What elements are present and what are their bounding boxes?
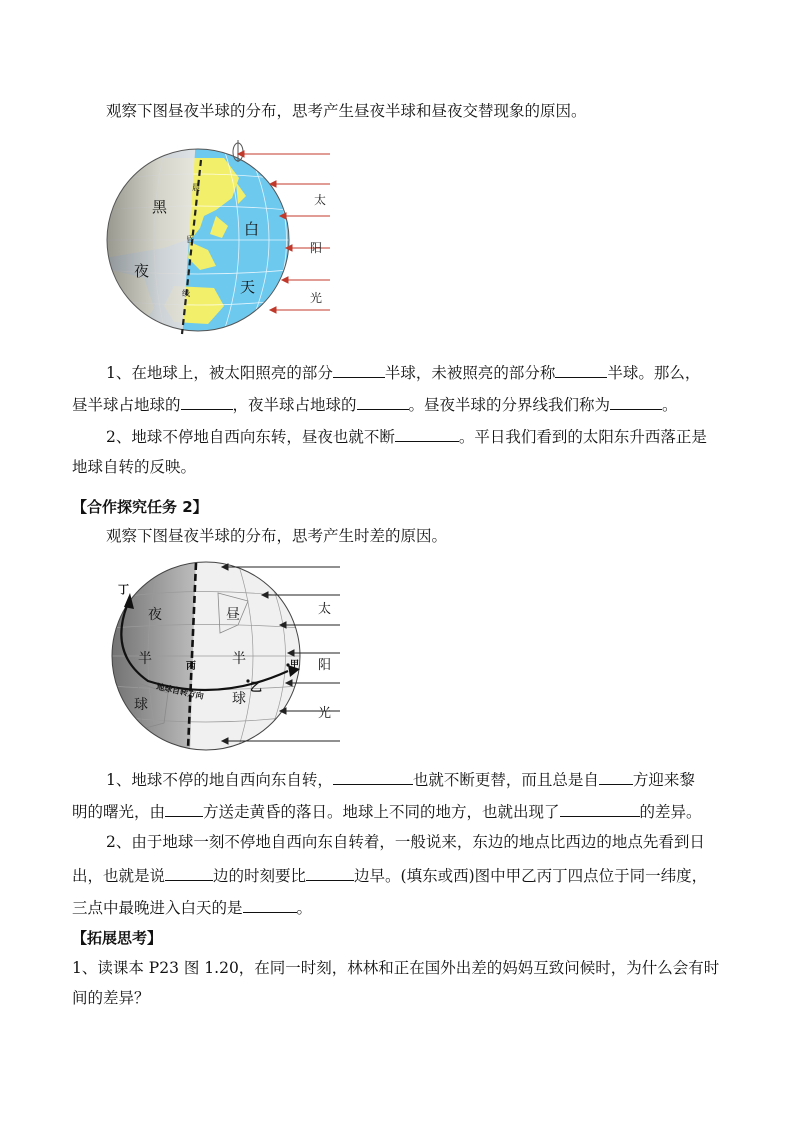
sun-label-1: 太 (318, 602, 332, 617)
day-label-2: 半 (232, 651, 246, 667)
task2-q2-line3: 三点中最晚进入白天的是 。 (72, 896, 312, 918)
day-label-1: 昼 (226, 607, 240, 623)
point-ding: 丁 (118, 583, 129, 596)
night-label-3: 球 (134, 697, 148, 713)
blank-terminator-name[interactable] (610, 393, 662, 410)
task1-q1-line1: 1、在地球上，被太阳照亮的部分 半球，未被照亮的部分称 半球。那么， (106, 361, 700, 383)
task1-q2-line1: 2、地球不停地自西向东转，昼夜也就不断 。平日我们看到的太阳东升西落正是 (106, 425, 707, 447)
extension-q1-line2: 间的差异？ (72, 989, 150, 1007)
globe-figure-day-night (104, 138, 336, 340)
task2-q1-line1: 1、地球不停的地自西向东自转， 也就不断更替，而且总是自 方迎来黎 (106, 768, 695, 790)
day-label-2: 天 (240, 278, 256, 296)
blank-dusk-direction[interactable] (165, 800, 203, 817)
terminator-char-1: 晨 (192, 183, 200, 192)
task2-intro: 观察下图昼夜半球的分布，思考产生时差的原因。 (106, 527, 448, 545)
sun-label-3: 光 (310, 291, 323, 305)
sun-label-3: 光 (318, 706, 332, 721)
task1-q1-line2: 昼半球占地球的 ，夜半球占地球的 。昼夜半球的分界线我们称为 。 (72, 393, 678, 415)
night-label-2: 半 (138, 651, 152, 667)
globe-figure-time-difference (108, 553, 344, 753)
blank-east-or-west-2[interactable] (306, 864, 354, 881)
blank-latest-point[interactable] (243, 896, 297, 913)
blank-difference[interactable] (560, 800, 640, 817)
blank-night-portion[interactable] (357, 393, 409, 410)
blank-alternation[interactable] (395, 425, 459, 442)
blank-day-hemisphere[interactable] (333, 361, 385, 378)
terminator-char-3: 线 (182, 289, 190, 298)
point-yi: 乙 (250, 680, 263, 694)
blank-east-or-west-1[interactable] (165, 864, 213, 881)
blank-day-portion[interactable] (181, 393, 233, 410)
task1-intro: 观察下图昼夜半球的分布，思考产生昼夜半球和昼夜交替现象的原因。 (106, 102, 587, 120)
blank-night-hemisphere[interactable] (555, 361, 607, 378)
task2-q1-line2: 明的曙光，由 方送走黄昏的落日。地球上不同的地方，也就出现了 的差异。 (72, 800, 702, 822)
terminator-char-2: 昏 (186, 235, 194, 244)
night-side (104, 138, 196, 340)
point-jia: 甲 (290, 660, 300, 670)
extension-heading: 【拓展思考】 (72, 929, 163, 947)
sun-label-2: 阳 (318, 658, 332, 673)
night-label-1: 夜 (148, 607, 162, 623)
day-label-1: 白 (244, 220, 260, 238)
task2-q2-line2: 出，也就是说 边的时刻要比 边早。(填东或西)图中甲乙丙丁四点位于同一纬度， (72, 864, 707, 886)
sun-label-2: 阳 (310, 241, 323, 255)
point-bing: 丙 (186, 661, 196, 672)
task2-q2-line1: 2、由于地球一刻不停地自西向东自转着，一般说来，东边的地点比西边的地点先看到日 (106, 833, 705, 851)
blank-dawn-direction[interactable] (599, 768, 633, 785)
blank-day-night[interactable] (333, 768, 413, 785)
task2-heading: 【合作探究任务 2】 (72, 498, 208, 516)
extension-q1-line1: 1、读课本 P23 图 1.20，在同一时刻，林林和正在国外出差的妈妈互致问候时，为什么会有时 (72, 959, 720, 977)
night-label-2: 夜 (134, 262, 150, 280)
rotation-label: 地球自转方向 (155, 682, 205, 701)
night-label-1: 黑 (152, 198, 168, 216)
day-label-3: 球 (232, 691, 246, 707)
sun-label-1: 太 (314, 193, 327, 207)
task1-q2-line2: 地球自转的反映。 (72, 458, 197, 476)
